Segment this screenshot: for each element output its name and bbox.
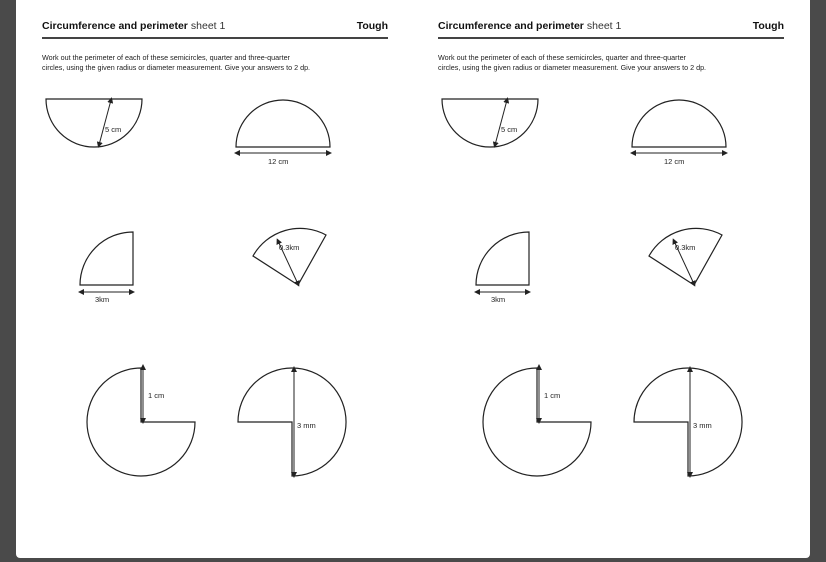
shapes-figure (438, 0, 784, 558)
label-12cm: 12 cm (664, 157, 685, 166)
title-bold: Circumference and perimeter (438, 20, 584, 32)
label-1cm: 1 cm (148, 391, 165, 400)
worksheet-left (42, 0, 388, 558)
label-3mm: 3 mm (693, 421, 712, 430)
semicircle-diameter-shape (632, 100, 726, 147)
label-1cm: 1 cm (544, 391, 561, 400)
label-0-3km: 0.3km (279, 243, 300, 252)
sector-shape (649, 228, 722, 285)
title-bold: Circumference and perimeter (42, 20, 188, 32)
semicircle-diameter-shape (236, 100, 330, 147)
three-quarter-circle-shape-2 (238, 368, 346, 476)
three-quarter-circle-shape (87, 368, 195, 476)
sector-shape (253, 228, 326, 285)
instructions-line-1: Work out the perimeter of each of these semicircles, quarter and three-quarter (438, 53, 686, 62)
label-12cm: 12 cm (268, 157, 289, 166)
worksheet-right (438, 0, 784, 558)
label-5cm: 5 cm (501, 125, 518, 134)
label-3km: 3km (95, 295, 110, 304)
difficulty-label: Tough (356, 20, 388, 32)
three-quarter-circle-shape-2 (634, 368, 742, 476)
instructions-line-2: circles, using the given radius or diameter measurement. Give your answers to 2 dp. (438, 63, 707, 72)
title-sheet-number: sheet 1 (586, 20, 622, 32)
instructions-line-1: Work out the perimeter of each of these semicircles, quarter and three-quarter (42, 53, 290, 62)
quarter-circle-shape (80, 232, 133, 285)
label-0-3km: 0.3km (675, 243, 696, 252)
shapes-figure (42, 0, 388, 558)
quarter-circle-shape (476, 232, 529, 285)
instructions-line-2: circles, using the given radius or diameter measurement. Give your answers to 2 dp. (42, 63, 311, 72)
title-sheet-number: sheet 1 (190, 20, 226, 32)
semicircle-radius-shape (46, 99, 142, 147)
difficulty-label: Tough (752, 20, 784, 32)
radius-arrow (495, 100, 507, 145)
semicircle-radius-shape (442, 99, 538, 147)
radius-arrow (99, 100, 111, 145)
three-quarter-circle-shape (483, 368, 591, 476)
worksheet-page (16, 0, 810, 558)
label-3km: 3km (491, 295, 506, 304)
label-5cm: 5 cm (105, 125, 122, 134)
label-3mm: 3 mm (297, 421, 316, 430)
